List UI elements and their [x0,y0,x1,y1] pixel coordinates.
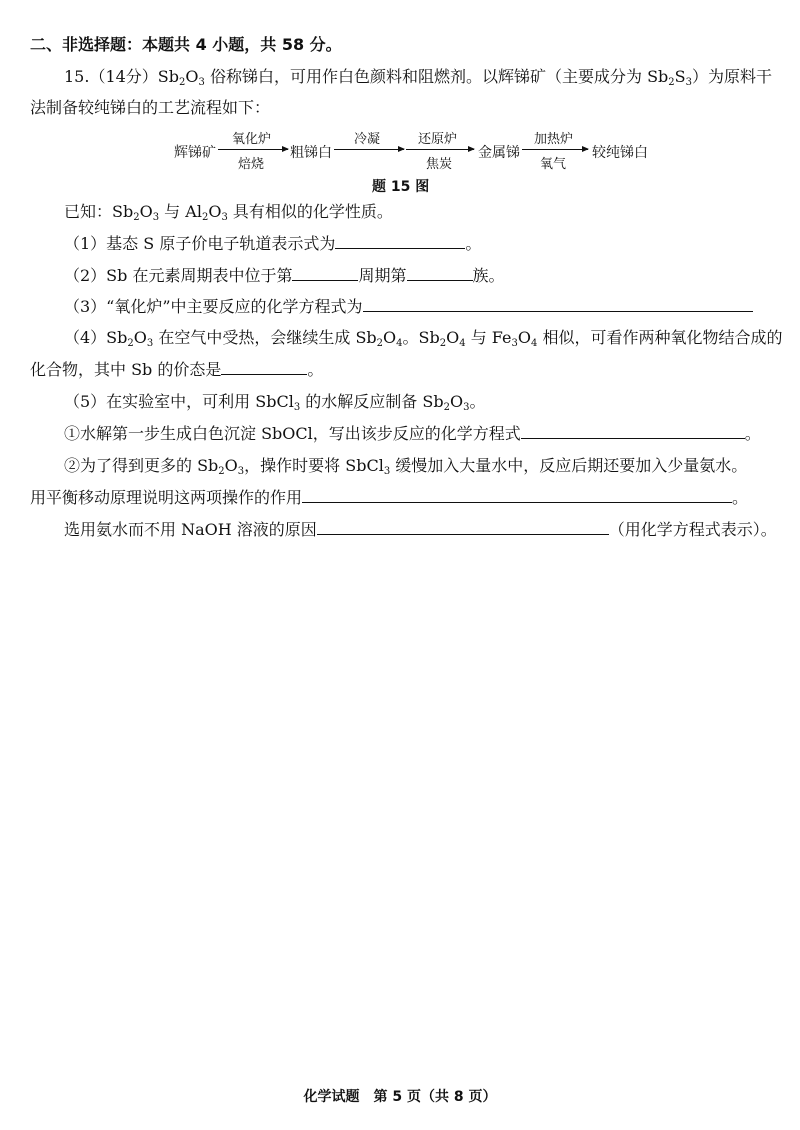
part-5-sub-2-line2: 用平衡移动原理说明这两项操作的作用 。 [30,488,749,507]
known-statement: 已知：$Sb_2O_3$ 与 $Al_2O_3$ 具有相似的化学性质。 [64,202,393,223]
answer-blank-5-3[interactable] [317,520,609,535]
flow-arrow-4 [522,149,588,150]
question-15-intro-line2: 法制备较纯锑白的工艺流程如下： [30,98,271,117]
section-heading: 二、非选择题：本题共 4 小题，共 58 分。 [30,35,342,54]
part-5-sub-1: ①水解第一步生成白色沉淀 SbOCl，写出该步反应的化学方程式 。 [64,424,761,443]
page-footer: 化学试题 第 5 页（共 8 页） [303,1089,497,1105]
part-5: （5）在实验室中，可利用 SbCl$_3$ 的水解反应制备 $Sb_2O_3$。 [64,392,486,413]
flow-node-metal-antimony: 金属锑 [478,145,520,161]
flow-arrow-1 [218,149,288,150]
part-4-line2: 化合物，其中 Sb 的价态是 。 [30,360,324,379]
part-5-sub-2: ②为了得到更多的 $Sb_2O_3$，操作时要将 SbCl$_3$ 缓慢加入大量水中，反应后期还要加入少量氨水。 [64,456,748,477]
answer-blank-5-2[interactable] [302,488,732,503]
flow-node-pure-antimony-white: 较纯锑白 [592,145,648,161]
flow-arrow-2 [334,149,404,150]
answer-blank-1[interactable] [335,234,465,249]
figure-caption: 题 15 图 [372,179,430,195]
flow-arrow-1-top: 氧化炉 [232,132,272,147]
answer-blank-2-period[interactable] [292,266,358,281]
flow-arrow-1-bottom: 焙烧 [238,157,265,172]
answer-blank-4[interactable] [221,360,307,375]
part-3: （3）“氧化炉”中主要反应的化学方程式为 [64,297,753,317]
flow-arrow-3 [406,149,474,150]
part-1: （1）基态 S 原子价电子轨道表示式为 。 [64,234,482,253]
flow-arrow-4-top: 加热炉 [534,132,574,147]
part-5-sub-3: 选用氨水而不用 NaOH 溶液的原因 （用化学方程式表示）。 [64,520,777,539]
flow-arrow-4-bottom: 氧气 [540,157,567,172]
part-4: $(4)Sb_2O_3$ 在空气中受热，会继续生成 $Sb_2O_4$。$Sb_2O_4$ 与 $Fe_3O_4$ 相似，可看作两种氧化物结合成的 [64,328,783,349]
part-2: （2）Sb 在元素周期表中位于第 周期第 族。 [64,266,505,285]
flow-node-crude-antimony-white: 粗锑白 [290,145,332,161]
flow-arrow-3-bottom: 焦炭 [426,157,453,172]
flow-arrow-3-top: 还原炉 [418,132,458,147]
process-flow-diagram [174,128,734,172]
answer-blank-3[interactable] [363,297,753,312]
flow-node-ore: 辉锑矿 [174,145,216,161]
question-15-intro: 15.（14分）$Sb_2O_3$ 俗称锑白，可用作白色颜料和阻燃剂。以辉锑矿（主要成分为 $Sb_2S_3$）为原料干 [64,67,773,88]
flow-arrow-2-top: 冷凝 [354,132,381,147]
answer-blank-5-1[interactable] [521,424,745,439]
answer-blank-2-group[interactable] [407,266,473,281]
